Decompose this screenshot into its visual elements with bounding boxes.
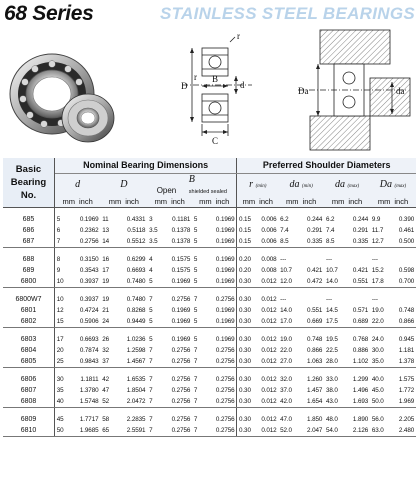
cell-D: 42 1.6535 bbox=[102, 376, 146, 384]
bearing-no: 686 bbox=[3, 225, 54, 236]
cell-Bs: 7 0.2756 bbox=[193, 387, 235, 395]
cell-Bs: 5 0.1969 bbox=[192, 236, 237, 248]
col-D-header: D bbox=[100, 173, 147, 196]
cell-Da: 24.0 0.945 bbox=[371, 335, 415, 343]
cell-D: 16 0.6299 bbox=[102, 255, 146, 263]
cell-da_max: 8.5 0.335 bbox=[324, 236, 370, 248]
cell-d: 20 0.7874 bbox=[56, 347, 99, 355]
cell-da_min: 6.2 0.244 bbox=[280, 215, 323, 223]
cell-r: 0.30 0.012 bbox=[237, 334, 278, 345]
cell-D: 19 0.7480 bbox=[100, 276, 147, 288]
cell-Bs: 7 0.2756 bbox=[193, 376, 235, 384]
cell-da_max: 33.0 1.299 bbox=[325, 376, 369, 384]
cell-da_max: --- bbox=[325, 255, 332, 263]
cell-Bs: 5 0.1969 bbox=[193, 226, 235, 234]
cell-Bo: 5 0.1969 bbox=[147, 316, 192, 328]
cell-Da: 40.0 1.575 bbox=[371, 376, 415, 384]
cell-Bo: 7 0.2756 bbox=[147, 396, 192, 408]
brand-title: STAINLESS STEEL BEARINGS bbox=[160, 4, 415, 23]
cell-Bo: 7 0.2756 bbox=[149, 387, 191, 395]
unit-header: mm inch bbox=[237, 196, 278, 208]
cell-da_min: 8.5 0.335 bbox=[278, 236, 324, 248]
bearing-no: 6802 bbox=[3, 316, 54, 328]
cell-Bs: 5 0.1969 bbox=[193, 335, 235, 343]
table-row bbox=[3, 294, 416, 305]
cell-r: 0.30 0.012 bbox=[237, 276, 278, 288]
cell-D: 13 0.5118 bbox=[102, 226, 146, 234]
cell-da_max: 48.0 1.890 bbox=[325, 416, 369, 424]
cell-Bo: 5 0.1969 bbox=[149, 307, 191, 315]
cell-Bo: 7 0.2756 bbox=[147, 356, 192, 368]
table-row bbox=[3, 236, 416, 248]
cell-Da: 15.2 0.598 bbox=[371, 267, 415, 275]
table-row bbox=[3, 254, 416, 265]
cell-r: 0.30 0.012 bbox=[237, 294, 278, 305]
cell-D: 32 1.2598 bbox=[102, 347, 146, 355]
cell-d: 25 0.9843 bbox=[54, 356, 100, 368]
cell-da_max: 19.5 0.768 bbox=[325, 335, 369, 343]
table-row bbox=[3, 316, 416, 328]
cell-Da: 22.0 0.866 bbox=[370, 316, 416, 328]
cell-D: 11 0.4331 bbox=[102, 215, 146, 223]
cell-D: 21 0.8268 bbox=[102, 307, 146, 315]
table-row bbox=[3, 345, 416, 356]
cell-D: 24 0.9449 bbox=[100, 316, 147, 328]
bearing-no: 6809 bbox=[3, 414, 54, 425]
table-row bbox=[3, 385, 416, 396]
cell-Bo: 4 0.1575 bbox=[149, 255, 191, 263]
table-row bbox=[3, 305, 416, 316]
cell-Bo: 7 0.2756 bbox=[149, 376, 191, 384]
table-row bbox=[3, 334, 416, 345]
col-da-min-header: da (min) bbox=[278, 173, 324, 196]
col-B-header: B Open shielded sealed bbox=[147, 173, 237, 196]
cell-Bs: 7 0.2756 bbox=[193, 347, 235, 355]
col-da-max-header: da (max) bbox=[324, 173, 370, 196]
cell-da_max: 43.0 1.693 bbox=[324, 396, 370, 408]
nominal-dimensions-header: Nominal Bearing Dimensions bbox=[54, 158, 236, 173]
unit-header: mm inch bbox=[278, 196, 324, 208]
table-row bbox=[3, 276, 416, 288]
cell-da_min: --- bbox=[280, 255, 287, 263]
cell-Da: 30.0 1.181 bbox=[371, 347, 415, 355]
cell-da_min: 22.0 0.866 bbox=[280, 347, 323, 355]
cell-D: 14 0.5512 bbox=[100, 236, 147, 248]
cell-D: 26 1.0236 bbox=[102, 335, 146, 343]
cell-D: 47 1.8504 bbox=[102, 387, 146, 395]
cell-da_max: 54.0 2.126 bbox=[324, 425, 370, 437]
cell-r: 0.30 0.012 bbox=[237, 305, 278, 316]
bearing-no: 6803 bbox=[3, 334, 54, 345]
bearing-no: 6810 bbox=[3, 425, 54, 437]
cell-da_min: 37.0 1.457 bbox=[280, 387, 323, 395]
shoulder-diagram bbox=[290, 28, 412, 152]
cell-Da: --- bbox=[371, 255, 378, 263]
series-title: 68 Series bbox=[4, 2, 94, 25]
cell-d: 40 1.5748 bbox=[54, 396, 100, 408]
cell-r: 0.20 0.008 bbox=[237, 265, 278, 276]
cell-d: 50 1.9685 bbox=[54, 425, 100, 437]
table-row bbox=[3, 396, 416, 408]
cell-Bo: 5 0.1969 bbox=[147, 276, 192, 288]
bearing-section-diagram bbox=[172, 32, 262, 150]
shoulder-diameters-header: Preferred Shoulder Diameters bbox=[237, 158, 416, 173]
cell-r: 0.30 0.012 bbox=[237, 396, 278, 408]
cell-d: 6 0.2362 bbox=[56, 226, 99, 234]
bearing-no: 687 bbox=[3, 236, 54, 248]
cell-Bs: 7 0.2756 bbox=[192, 425, 237, 437]
cell-D: 17 0.6693 bbox=[102, 267, 146, 275]
cell-da_max: 17.5 0.689 bbox=[324, 316, 370, 328]
diagram-label-C: C bbox=[212, 136, 219, 146]
cell-d: 8 0.3150 bbox=[56, 255, 99, 263]
cell-da_min: 19.0 0.748 bbox=[280, 335, 323, 343]
col-d-header: d bbox=[54, 173, 100, 196]
cell-D: 52 2.0472 bbox=[100, 396, 147, 408]
cell-Bo: 3 0.1181 bbox=[149, 215, 191, 223]
cell-da_max: 14.0 0.551 bbox=[324, 276, 370, 288]
bearing-photo bbox=[4, 42, 134, 152]
cell-da_max: 6.2 0.244 bbox=[325, 215, 369, 223]
cell-Da: 19.0 0.748 bbox=[371, 307, 415, 315]
cell-Bo: 7 0.2756 bbox=[149, 416, 191, 424]
table-row bbox=[3, 356, 416, 368]
cell-Bs: 7 0.2756 bbox=[193, 295, 235, 303]
cell-da_max: 38.0 1.496 bbox=[325, 387, 369, 395]
cell-d: 17 0.6693 bbox=[56, 335, 99, 343]
table-row bbox=[3, 265, 416, 276]
cell-Bs: 5 0.1969 bbox=[193, 215, 235, 223]
cell-Da: --- bbox=[371, 295, 378, 303]
cell-Da: 12.7 0.500 bbox=[370, 236, 416, 248]
cell-da_min: --- bbox=[280, 295, 287, 303]
cell-D: 65 2.5591 bbox=[100, 425, 147, 437]
cell-r: 0.15 0.006 bbox=[237, 225, 278, 236]
cell-Bo: 5 0.1969 bbox=[149, 335, 191, 343]
cell-d: 12 0.4724 bbox=[56, 307, 99, 315]
diagram-label-r-left: r bbox=[194, 72, 197, 82]
unit-header: mm inch bbox=[370, 196, 416, 208]
cell-d: 10 0.3937 bbox=[56, 295, 99, 303]
cell-Bs: 5 0.1969 bbox=[192, 316, 237, 328]
bearing-no: 6808 bbox=[3, 396, 54, 408]
cell-da_min: 42.0 1.654 bbox=[278, 396, 324, 408]
cell-r: 0.30 0.012 bbox=[237, 345, 278, 356]
cell-r: 0.30 0.012 bbox=[237, 385, 278, 396]
cell-da_max: 28.0 1.102 bbox=[324, 356, 370, 368]
unit-header: mm inch bbox=[100, 196, 147, 208]
bearing-spec-table bbox=[3, 158, 416, 437]
cell-D: 19 0.7480 bbox=[102, 295, 146, 303]
cell-da_min: 14.0 0.551 bbox=[280, 307, 323, 315]
basic-bearing-no-header: Basic Bearing No. bbox=[3, 158, 54, 208]
cell-r: 0.15 0.006 bbox=[237, 236, 278, 248]
cell-da_min: 7.4 0.291 bbox=[280, 226, 323, 234]
cell-da_max: 10.7 0.421 bbox=[325, 267, 369, 275]
cell-da_max: 14.5 0.571 bbox=[325, 307, 369, 315]
cell-da_max: 7.4 0.291 bbox=[325, 226, 369, 234]
cell-Bo: 7 0.2756 bbox=[149, 347, 191, 355]
bearing-no: 6807 bbox=[3, 385, 54, 396]
cell-da_max: 22.5 0.886 bbox=[325, 347, 369, 355]
diagram-label-da: da bbox=[396, 86, 405, 96]
table-row bbox=[3, 414, 416, 425]
cell-d: 35 1.3780 bbox=[56, 387, 99, 395]
cell-d: 9 0.3543 bbox=[56, 267, 99, 275]
cell-D: 58 2.2835 bbox=[102, 416, 146, 424]
cell-r: 0.30 0.012 bbox=[237, 356, 278, 368]
cell-d: 7 0.2756 bbox=[54, 236, 100, 248]
diagram-label-Da: Da bbox=[298, 86, 309, 96]
cell-r: 0.30 0.012 bbox=[237, 316, 278, 328]
cell-da_min: 10.7 0.421 bbox=[280, 267, 323, 275]
bearing-no: 688 bbox=[3, 254, 54, 265]
diagram-label-B: B bbox=[212, 74, 219, 84]
cell-d: 5 0.1969 bbox=[56, 215, 99, 223]
cell-Bo: 3.5 0.1378 bbox=[147, 236, 192, 248]
table-row bbox=[3, 425, 416, 437]
table-row bbox=[3, 214, 416, 225]
cell-da_min: 12.0 0.472 bbox=[278, 276, 324, 288]
cell-d: 45 1.7717 bbox=[56, 416, 99, 424]
unit-header: mm inch bbox=[147, 196, 192, 208]
cell-Bs: 7 0.2756 bbox=[192, 356, 237, 368]
cell-Bs: 5 0.1969 bbox=[193, 307, 235, 315]
cell-da_min: 32.0 1.260 bbox=[280, 376, 323, 384]
cell-r: 0.15 0.006 bbox=[237, 214, 278, 225]
cell-r: 0.30 0.012 bbox=[237, 414, 278, 425]
cell-Bo: 7 0.2756 bbox=[147, 425, 192, 437]
cell-Bo: 4 0.1575 bbox=[149, 267, 191, 275]
table-row bbox=[3, 374, 416, 385]
cell-r: 0.30 0.012 bbox=[237, 374, 278, 385]
cell-Bs: 7 0.2756 bbox=[193, 416, 235, 424]
bearing-no: 6801 bbox=[3, 305, 54, 316]
cell-r: 0.30 0.012 bbox=[237, 425, 278, 437]
cell-Bs: 5 0.1969 bbox=[193, 267, 235, 275]
bearing-no: 689 bbox=[3, 265, 54, 276]
cell-Da: 17.8 0.700 bbox=[370, 276, 416, 288]
cell-da_min: 27.0 1.063 bbox=[278, 356, 324, 368]
cell-Bs: 5 0.1969 bbox=[192, 276, 237, 288]
cell-Da: 11.7 0.461 bbox=[371, 226, 415, 234]
cell-d: 10 0.3937 bbox=[54, 276, 100, 288]
cell-Da: 9.9 0.390 bbox=[371, 215, 415, 223]
bearing-no: 6800 bbox=[3, 276, 54, 288]
cell-Da: 45.0 1.772 bbox=[371, 387, 415, 395]
cell-Da: 63.0 2.480 bbox=[370, 425, 416, 437]
cell-da_min: 17.0 0.669 bbox=[278, 316, 324, 328]
cell-Da: 35.0 1.378 bbox=[370, 356, 416, 368]
cell-D: 37 1.4567 bbox=[100, 356, 147, 368]
cell-d: 30 1.1811 bbox=[56, 376, 99, 384]
cell-Bs: 7 0.2756 bbox=[192, 396, 237, 408]
bearing-no: 6806 bbox=[3, 374, 54, 385]
unit-header: mm inch bbox=[324, 196, 370, 208]
cell-da_max: --- bbox=[325, 295, 332, 303]
cell-Bs: 5 0.1969 bbox=[193, 255, 235, 263]
col-r-header: r (min) bbox=[237, 173, 278, 196]
cell-Bo: 7 0.2756 bbox=[149, 295, 191, 303]
bearing-no: 6804 bbox=[3, 345, 54, 356]
diagram-label-r-top: r bbox=[237, 32, 240, 41]
cell-r: 0.20 0.008 bbox=[237, 254, 278, 265]
cell-d: 15 0.5906 bbox=[54, 316, 100, 328]
table-row bbox=[3, 225, 416, 236]
cell-Bo: 3.5 0.1378 bbox=[149, 226, 191, 234]
cell-Da: 56.0 2.205 bbox=[371, 416, 415, 424]
cell-da_min: 47.0 1.850 bbox=[280, 416, 323, 424]
unit-header: mm inch bbox=[192, 196, 237, 208]
diagram-label-D: D bbox=[181, 81, 188, 91]
bearing-no: 685 bbox=[3, 214, 54, 225]
col-Da-max-header: Da (max) bbox=[370, 173, 416, 196]
cell-Da: 50.0 1.969 bbox=[370, 396, 416, 408]
cell-da_min: 52.0 2.047 bbox=[278, 425, 324, 437]
bearing-no: 6800W7 bbox=[3, 294, 54, 305]
diagram-label-d: d bbox=[240, 80, 245, 90]
bearing-no: 6805 bbox=[3, 356, 54, 368]
unit-header: mm inch bbox=[54, 196, 100, 208]
